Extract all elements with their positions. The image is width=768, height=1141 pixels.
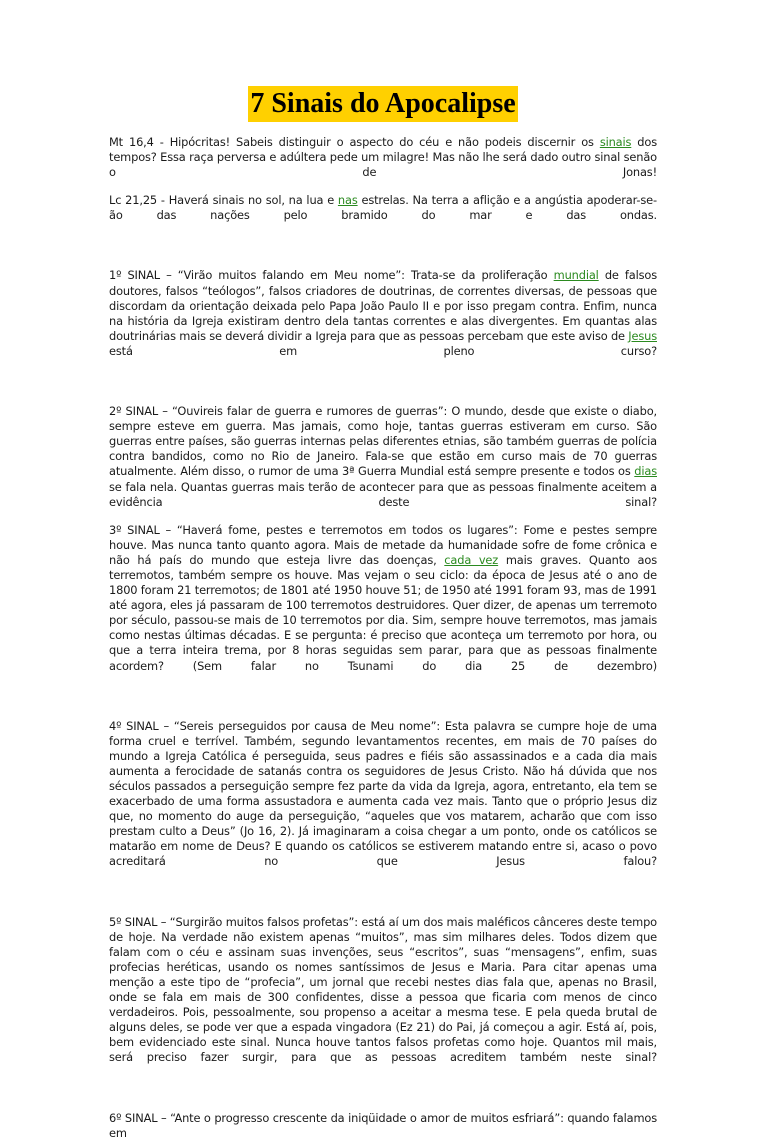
- inline-link[interactable]: dias: [634, 464, 657, 479]
- paragraph-spacer: [109, 180, 657, 193]
- paragraph-text: 3º SINAL – “Haverá fome, pestes e terremotos em todos os lugares”: Fome e pestes sempre houve. Mas nunca tanto quanto agora. Mais de metade da humanidade sofre de fome crônica e não há país do mundo que esteja livre das doenças,: [109, 522, 657, 567]
- paragraph: [109, 1111, 657, 1141]
- inline-link[interactable]: mundial: [553, 268, 599, 283]
- title-wrap: [109, 86, 657, 122]
- paragraph-spacer: [109, 870, 657, 915]
- paragraph-text: Mt 16,4 - Hipócritas! Sabeis distinguir o aspecto do céu e não podeis discernir os: [109, 135, 600, 149]
- inline-link[interactable]: nas: [337, 193, 358, 208]
- inline-link[interactable]: Jesus: [628, 328, 657, 343]
- paragraph-spacer: [109, 223, 657, 268]
- inline-link[interactable]: sinais: [599, 135, 632, 149]
- paragraph: [109, 135, 657, 180]
- paragraph: [109, 523, 657, 674]
- paragraph-text: mais graves. Quanto aos terremotos, também sempre os houve. Mas vejam o seu ciclo: da época de Jesus até o ano de 1800 foram 21 terremotos; de 1801 até 1950 houve 51; de 1950 até 1991 foram 93, mas de 1991 até agora, eles já passaram de 100 terremotos destruidores. Quer dizer, de apenas um terremoto por século, passou-se mais de 10 terremotos por dia. Sim, sempre houve terremotos, mas jamais como nestas últimas décadas. E se pergunta: é preciso que aconteça um terremoto por hora, ou que a terra inteira trema, por 8 horas seguidas sem parar, para que as pessoas finalmente acordem? (Sem falar no Tsunami do dia 25 de dezembro): [109, 552, 657, 673]
- paragraph-text: 6º SINAL – “Ante o progresso crescente da iniqüidade o amor de muitos esfriará”: quando falamos em: [109, 1110, 657, 1140]
- paragraph-text: se fala nela. Quantas guerras mais terão de acontecer para que as pessoas finalmente aceitem a evidência deste sinal?: [109, 479, 657, 509]
- paragraph-text: 4º SINAL – “Sereis perseguidos por causa de Meu nome”: Esta palavra se cumpre hoje de uma forma cruel e terrível. Também, segundo levantamentos recentes, em mais de 70 países do mundo a Igreja Católica é perseguida, seus padres e fiéis são assassinados e a cada dia mais aumenta a ferocidade de satanás contra os seguidores de Jesus Cristo. Não há dúvida que nos séculos passados a perseguição sempre fez parte da vida da Igreja, agora, entretanto, ela tem se exacerbado de uma forma assustadora e aumenta cada vez mais. Tanto que o próprio Jesus diz que, no momento do auge da perseguição, “aqueles que vos matarem, acharão que com isso prestam culto a Deus” (Jo 16, 2). Já imaginaram a coisa chegar a um ponto, onde os católicos se matarão em nome de Deus? E quando os católicos se estiverem matando entre si, acaso o povo acreditará no que Jesus falou?: [109, 718, 657, 869]
- paragraph: [109, 719, 657, 870]
- inline-link[interactable]: cada vez: [444, 552, 499, 567]
- paragraph-spacer: [109, 359, 657, 404]
- paragraph-text: 1º SINAL – “Virão muitos falando em Meu nome”: Trata-se da proliferação: [109, 268, 554, 283]
- paragraph-spacer: [109, 674, 657, 719]
- paragraph: [109, 193, 657, 223]
- paragraph-text: dos tempos? Essa raça perversa e adúltera pede um milagre! Mas não lhe será dado outro sinal senão o de Jonas!: [109, 135, 657, 180]
- paragraph: [109, 404, 657, 510]
- paragraph-text: 2º SINAL – “Ouvireis falar de guerra e rumores de guerras”: O mundo, desde que existe o diabo, sempre esteve em guerra. Mas jamais, como hoje, tantas guerras estiveram em curso. São guerras entre países, são guerras internas pelas diferentes etnias, são também guerras de polícia contra bandidos, como no Rio de Janeiro. Fala-se que estão em curso mais de 70 guerras atualmente. Além disso, o rumor de uma 3ª Guerra Mundial está sempre presente e todos os: [109, 404, 657, 479]
- paragraph-text: de falsos doutores, falsos “teólogos”, falsos criadores de doutrinas, de correntes diversas, de pessoas que discordam da orientação deixada pelo Papa João Paulo II e por isso pregam contra. Enfim, nunca na história da Igreja existiram dentro dela tantas correntes e alas divergentes. Em quantas alas doutrinárias mais se deverá dividir a Igreja para que as pessoas percebam que este aviso de: [109, 268, 658, 343]
- paragraph: [109, 268, 657, 359]
- paragraph-text: estrelas. Na terra a aflição e a angústia apoderar-se-ão das nações pelo bramido do mar e das ondas.: [109, 193, 657, 223]
- paragraph-spacer: [109, 510, 657, 523]
- document-page: [109, 86, 657, 1141]
- paragraph-text: Lc 21,25 - Haverá sinais no sol, na lua e: [109, 193, 338, 208]
- document-body: [109, 135, 657, 1141]
- paragraph-text: está em pleno curso?: [109, 343, 657, 358]
- page-title: 7 Sinais do Apocalipse: [248, 86, 517, 122]
- paragraph-spacer: [109, 1066, 657, 1111]
- paragraph: [109, 915, 657, 1066]
- paragraph-text: 5º SINAL – “Surgirão muitos falsos profetas”: está aí um dos mais maléficos cânceres deste tempo de hoje. Na verdade não existem apenas “muitos”, mas sim milhares deles. Todos dizem que falam com o céu e assinam suas invenções, seus “escritos”, suas “mensagens”, enfim, suas profecias heréticas, usando os nomes santíssimos de Jesus e Maria. Para citar apenas uma menção a este tipo de “profecia”, um jornal que recebi nestes dias fala que, apenas no Brasil, onde se fala em mais de 300 confidentes, disse a pessoa que ficaria com menos de cinco verdadeiros. Pois, pessoalmente, sou propenso a aceitar a mesma tese. E pela queda brutal de alguns deles, se pode ver que a espada vingadora (Ez 21) do Pai, já começou a agir. Está aí, pois, bem evidenciado este sinal. Nunca houve tantos falsos profetas como hoje. Quantos mil mais, será preciso fazer surgir, para que as pessoas acreditem também neste sinal?: [109, 914, 657, 1065]
